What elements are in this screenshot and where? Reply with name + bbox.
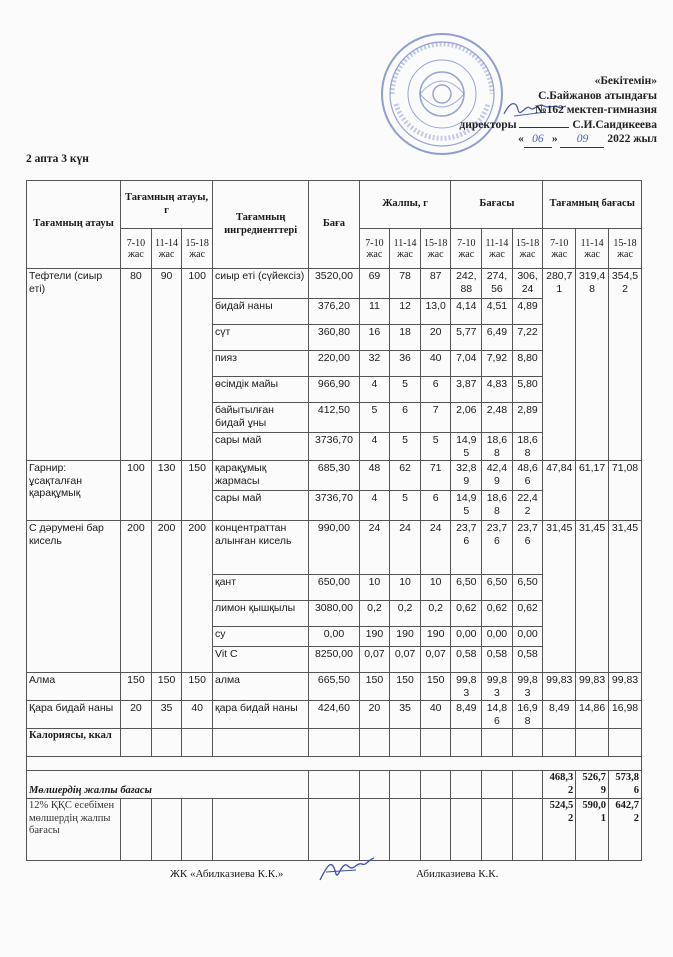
total-cost-value: 468,32 bbox=[543, 771, 576, 799]
ingredient-cost: 0,58 bbox=[512, 647, 543, 673]
ingredient-cost: 99,83 bbox=[482, 673, 513, 701]
header-cost: Бағасы bbox=[451, 181, 543, 229]
total-cost-value: 573,86 bbox=[609, 771, 642, 799]
date-day: 06 bbox=[524, 132, 552, 148]
dish-name: Алма bbox=[27, 673, 121, 701]
vat-cost-value: 524,52 bbox=[543, 799, 576, 861]
dish-cost: 61,17 bbox=[576, 461, 609, 521]
ingredient-cost: 2,06 bbox=[451, 403, 482, 433]
ingredient-grams: 190 bbox=[359, 627, 390, 647]
ingredient-price: 0,00 bbox=[309, 627, 359, 647]
ingredient-grams: 40 bbox=[420, 701, 451, 729]
header-price: Баға bbox=[309, 181, 359, 269]
approval-school-number: №162 мектеп-гимназия bbox=[535, 104, 657, 116]
ingredient-grams: 5 bbox=[420, 433, 451, 461]
dish-cost: 71,08 bbox=[609, 461, 642, 521]
ingredient-cost: 7,92 bbox=[482, 351, 513, 377]
dish-cost: 47,84 bbox=[543, 461, 576, 521]
ingredient-grams: 10 bbox=[420, 575, 451, 601]
menu-body bbox=[27, 269, 642, 729]
ingredient-name: су bbox=[213, 627, 309, 647]
vat-cost-value: 590,01 bbox=[576, 799, 609, 861]
ingredient-grams: 0,2 bbox=[390, 601, 421, 627]
ingredient-price: 665,50 bbox=[309, 673, 359, 701]
approval-title: «Бекітемін» bbox=[594, 75, 657, 87]
ingredient-cost: 22,42 bbox=[512, 491, 543, 521]
ingredient-grams: 4 bbox=[359, 491, 390, 521]
ingredient-cost: 0,62 bbox=[451, 601, 482, 627]
ingredient-price: 424,60 bbox=[309, 701, 359, 729]
ingredient-cost: 2,48 bbox=[482, 403, 513, 433]
ingredient-name: алма bbox=[213, 673, 309, 701]
ingredient-grams: 40 bbox=[420, 351, 451, 377]
age-group-header: 7-10 жас bbox=[359, 229, 390, 269]
ingredient-grams: 71 bbox=[420, 461, 451, 491]
ingredient-grams: 48 bbox=[359, 461, 390, 491]
ingredient-grams: 0,07 bbox=[390, 647, 421, 673]
ingredient-cost: 14,95 bbox=[451, 491, 482, 521]
dish-portion: 150 bbox=[182, 461, 213, 521]
approval-director-line bbox=[427, 118, 657, 133]
dish-cost: 8,49 bbox=[543, 701, 576, 729]
approval-block bbox=[427, 74, 657, 148]
ingredient-cost: 6,50 bbox=[451, 575, 482, 601]
ingredient-price: 3080,00 bbox=[309, 601, 359, 627]
ingredient-grams: 20 bbox=[420, 325, 451, 351]
dish-portion: 150 bbox=[151, 673, 182, 701]
ingredient-grams: 5 bbox=[390, 491, 421, 521]
ingredient-grams: 10 bbox=[359, 575, 390, 601]
dish-name: Тефтели (сиыр еті) bbox=[27, 269, 121, 461]
dish-cost: 31,45 bbox=[609, 521, 642, 673]
week-day-label: 2 апта 3 күн bbox=[26, 153, 89, 165]
header-total-g: Жалпы, г bbox=[359, 181, 451, 229]
ingredient-cost: 7,22 bbox=[512, 325, 543, 351]
ingredient-grams: 87 bbox=[420, 269, 451, 299]
ingredient-cost: 16,98 bbox=[512, 701, 543, 729]
ingredient-grams: 24 bbox=[359, 521, 390, 575]
ingredient-grams: 4 bbox=[359, 433, 390, 461]
ingredient-cost: 99,83 bbox=[512, 673, 543, 701]
ingredient-grams: 6 bbox=[420, 377, 451, 403]
ingredient-grams: 150 bbox=[359, 673, 390, 701]
dish-name: Қара бидай наны bbox=[27, 701, 121, 729]
ingredient-cost: 7,04 bbox=[451, 351, 482, 377]
table-row bbox=[27, 269, 642, 299]
ingredient-grams: 0,07 bbox=[420, 647, 451, 673]
age-group-header: 11-14 жас bbox=[390, 229, 421, 269]
ingredient-cost: 274,56 bbox=[482, 269, 513, 299]
age-group-header: 15-18 жас bbox=[182, 229, 213, 269]
dish-portion: 100 bbox=[182, 269, 213, 461]
ingredient-grams: 5 bbox=[390, 377, 421, 403]
dish-portion: 90 bbox=[151, 269, 182, 461]
ingredient-grams: 32 bbox=[359, 351, 390, 377]
ingredient-cost: 14,86 bbox=[482, 701, 513, 729]
ingredient-grams: 150 bbox=[420, 673, 451, 701]
ingredient-cost: 6,50 bbox=[482, 575, 513, 601]
calories-label: Калориясы, ккал bbox=[27, 729, 121, 757]
header-food-cost: Тағамның бағасы bbox=[543, 181, 642, 229]
ingredient-name: сары май bbox=[213, 491, 309, 521]
ingredient-name: қант bbox=[213, 575, 309, 601]
dish-portion: 150 bbox=[182, 673, 213, 701]
dish-portion: 80 bbox=[121, 269, 152, 461]
ingredient-cost: 0,62 bbox=[482, 601, 513, 627]
ingredient-grams: 10 bbox=[390, 575, 421, 601]
ingredient-price: 376,20 bbox=[309, 299, 359, 325]
ingredient-grams: 5 bbox=[390, 433, 421, 461]
dish-cost: 319,48 bbox=[576, 269, 609, 461]
age-group-header: 7-10 жас bbox=[121, 229, 152, 269]
ingredient-grams: 24 bbox=[390, 521, 421, 575]
dish-name: С дәрумені бар кисель bbox=[27, 521, 121, 673]
ingredient-grams: 190 bbox=[420, 627, 451, 647]
ingredient-name: сары май bbox=[213, 433, 309, 461]
ingredient-name: қарақұмық жармасы bbox=[213, 461, 309, 491]
ingredient-cost: 0,58 bbox=[482, 647, 513, 673]
ingredient-cost: 4,51 bbox=[482, 299, 513, 325]
ingredient-price: 3736,70 bbox=[309, 491, 359, 521]
dish-portion: 40 bbox=[182, 701, 213, 729]
ingredient-grams: 24 bbox=[420, 521, 451, 575]
ingredient-price: 3736,70 bbox=[309, 433, 359, 461]
ingredient-price: 360,80 bbox=[309, 325, 359, 351]
header-ingredients: Тағамның ингредиенттері bbox=[213, 181, 309, 269]
date-year: 2022 жыл bbox=[607, 133, 657, 145]
ingredient-cost: 4,83 bbox=[482, 377, 513, 403]
ingredient-name: лимон қышқылы bbox=[213, 601, 309, 627]
ingredient-cost: 18,68 bbox=[482, 433, 513, 461]
ingredient-price: 650,00 bbox=[309, 575, 359, 601]
ingredient-grams: 12 bbox=[390, 299, 421, 325]
dish-cost: 99,83 bbox=[576, 673, 609, 701]
ingredient-price: 220,00 bbox=[309, 351, 359, 377]
ingredient-grams: 6 bbox=[420, 491, 451, 521]
ingredient-cost: 242,88 bbox=[451, 269, 482, 299]
header-food: Тағамның атауы bbox=[27, 181, 121, 269]
ingredient-grams: 20 bbox=[359, 701, 390, 729]
ingredient-grams: 11 bbox=[359, 299, 390, 325]
approval-director-name: С.И.Саидикеева bbox=[572, 118, 657, 131]
ingredient-grams: 69 bbox=[359, 269, 390, 299]
dish-cost: 280,71 bbox=[543, 269, 576, 461]
vat-cost-value: 642,72 bbox=[609, 799, 642, 861]
total-cost-label: Мөлшердің жалпы бағасы bbox=[27, 771, 309, 799]
age-group-header: 7-10 жас bbox=[451, 229, 482, 269]
ingredient-cost: 0,00 bbox=[512, 627, 543, 647]
ingredient-grams: 13,0 bbox=[420, 299, 451, 325]
dish-cost: 99,83 bbox=[609, 673, 642, 701]
dish-cost: 31,45 bbox=[543, 521, 576, 673]
ingredient-cost: 2,89 bbox=[512, 403, 543, 433]
ingredient-cost: 42,49 bbox=[482, 461, 513, 491]
ingredient-grams: 18 bbox=[390, 325, 421, 351]
ingredient-name: сүт bbox=[213, 325, 309, 351]
ingredient-name: өсімдік майы bbox=[213, 377, 309, 403]
ingredient-grams: 0,2 bbox=[420, 601, 451, 627]
ingredient-cost: 8,80 bbox=[512, 351, 543, 377]
ingredient-grams: 7 bbox=[420, 403, 451, 433]
ingredient-price: 3520,00 bbox=[309, 269, 359, 299]
approval-date: « 06 » 09 2022 жыл bbox=[427, 132, 657, 148]
ingredient-cost: 18,68 bbox=[482, 491, 513, 521]
age-group-header: 11-14 жас bbox=[576, 229, 609, 269]
age-group-header: 15-18 жас bbox=[609, 229, 642, 269]
dish-cost: 354,52 bbox=[609, 269, 642, 461]
dish-name: Гарнир: ұсақталған қарақұмық bbox=[27, 461, 121, 521]
ingredient-grams: 190 bbox=[390, 627, 421, 647]
age-group-header: 15-18 жас bbox=[420, 229, 451, 269]
dish-portion: 35 bbox=[151, 701, 182, 729]
ingredient-cost: 23,76 bbox=[482, 521, 513, 575]
ingredient-cost: 306,24 bbox=[512, 269, 543, 299]
ingredient-name: байытылған бидай ұны bbox=[213, 403, 309, 433]
ingredient-cost: 18,68 bbox=[512, 433, 543, 461]
age-group-header: 11-14 жас bbox=[482, 229, 513, 269]
ingredient-cost: 4,89 bbox=[512, 299, 543, 325]
table-row bbox=[27, 673, 642, 701]
ingredient-cost: 0,00 bbox=[451, 627, 482, 647]
dish-cost: 16,98 bbox=[609, 701, 642, 729]
ingredient-grams: 5 bbox=[359, 403, 390, 433]
ingredient-cost: 5,80 bbox=[512, 377, 543, 403]
ingredient-cost: 6,49 bbox=[482, 325, 513, 351]
total-cost-value: 526,79 bbox=[576, 771, 609, 799]
ingredient-cost: 48,66 bbox=[512, 461, 543, 491]
approval-school-name: С.Байжанов атындағы bbox=[538, 89, 657, 102]
vat-cost-label: 12% ҚҚС есебімен мөлшердің жалпы бағасы bbox=[27, 799, 121, 861]
ingredient-cost: 23,76 bbox=[512, 521, 543, 575]
ingredient-cost: 0,62 bbox=[512, 601, 543, 627]
ingredient-name: бидай наны bbox=[213, 299, 309, 325]
ingredient-grams: 150 bbox=[390, 673, 421, 701]
ingredient-grams: 35 bbox=[390, 701, 421, 729]
dish-portion: 20 bbox=[121, 701, 152, 729]
ingredient-cost: 99,83 bbox=[451, 673, 482, 701]
ingredient-price: 966,90 bbox=[309, 377, 359, 403]
dish-cost: 14,86 bbox=[576, 701, 609, 729]
ingredient-grams: 6 bbox=[390, 403, 421, 433]
ingredient-name: Vit C bbox=[213, 647, 309, 673]
ingredient-grams: 78 bbox=[390, 269, 421, 299]
age-group-header: 15-18 жас bbox=[512, 229, 543, 269]
dish-portion: 200 bbox=[151, 521, 182, 673]
ingredient-cost: 14,95 bbox=[451, 433, 482, 461]
header-food-name-g: Тағамның атауы, г bbox=[121, 181, 213, 229]
menu-table bbox=[26, 180, 642, 861]
dish-portion: 200 bbox=[182, 521, 213, 673]
table-row bbox=[27, 521, 642, 575]
ingredient-grams: 0,07 bbox=[359, 647, 390, 673]
ingredient-price: 990,00 bbox=[309, 521, 359, 575]
ingredient-name: пияз bbox=[213, 351, 309, 377]
ingredient-price: 685,30 bbox=[309, 461, 359, 491]
menu-footer bbox=[27, 729, 642, 861]
ingredient-price: 412,50 bbox=[309, 403, 359, 433]
ingredient-grams: 4 bbox=[359, 377, 390, 403]
ingredient-cost: 32,89 bbox=[451, 461, 482, 491]
dish-cost: 31,45 bbox=[576, 521, 609, 673]
ingredient-cost: 6,50 bbox=[512, 575, 543, 601]
company-name: ЖК «Абилказиева К.К.» bbox=[170, 868, 284, 880]
age-group-header: 7-10 жас bbox=[543, 229, 576, 269]
ingredient-cost: 23,76 bbox=[451, 521, 482, 575]
date-month: 09 bbox=[560, 132, 604, 148]
ingredient-cost: 0,58 bbox=[451, 647, 482, 673]
approval-director-label: директоры bbox=[459, 118, 517, 131]
ingredient-price: 8250,00 bbox=[309, 647, 359, 673]
dish-portion: 100 bbox=[121, 461, 152, 521]
ingredient-name: сиыр еті (сүйексіз) bbox=[213, 269, 309, 299]
ingredient-grams: 62 bbox=[390, 461, 421, 491]
ingredient-name: қара бидай наны bbox=[213, 701, 309, 729]
ingredient-grams: 36 bbox=[390, 351, 421, 377]
table-row bbox=[27, 701, 642, 729]
ingredient-cost: 3,87 bbox=[451, 377, 482, 403]
ingredient-cost: 0,00 bbox=[482, 627, 513, 647]
dish-portion: 200 bbox=[121, 521, 152, 673]
ingredient-cost: 5,77 bbox=[451, 325, 482, 351]
ingredient-cost: 8,49 bbox=[451, 701, 482, 729]
age-group-header: 11-14 жас bbox=[151, 229, 182, 269]
dish-portion: 130 bbox=[151, 461, 182, 521]
dish-cost: 99,83 bbox=[543, 673, 576, 701]
ingredient-cost: 4,14 bbox=[451, 299, 482, 325]
person-name: Абилказиева К.К. bbox=[416, 868, 499, 880]
ingredient-grams: 16 bbox=[359, 325, 390, 351]
ingredient-grams: 0,2 bbox=[359, 601, 390, 627]
dish-portion: 150 bbox=[121, 673, 152, 701]
supplier-signature bbox=[316, 854, 378, 884]
table-row bbox=[27, 461, 642, 491]
ingredient-name: концентраттан алынған кисель bbox=[213, 521, 309, 575]
